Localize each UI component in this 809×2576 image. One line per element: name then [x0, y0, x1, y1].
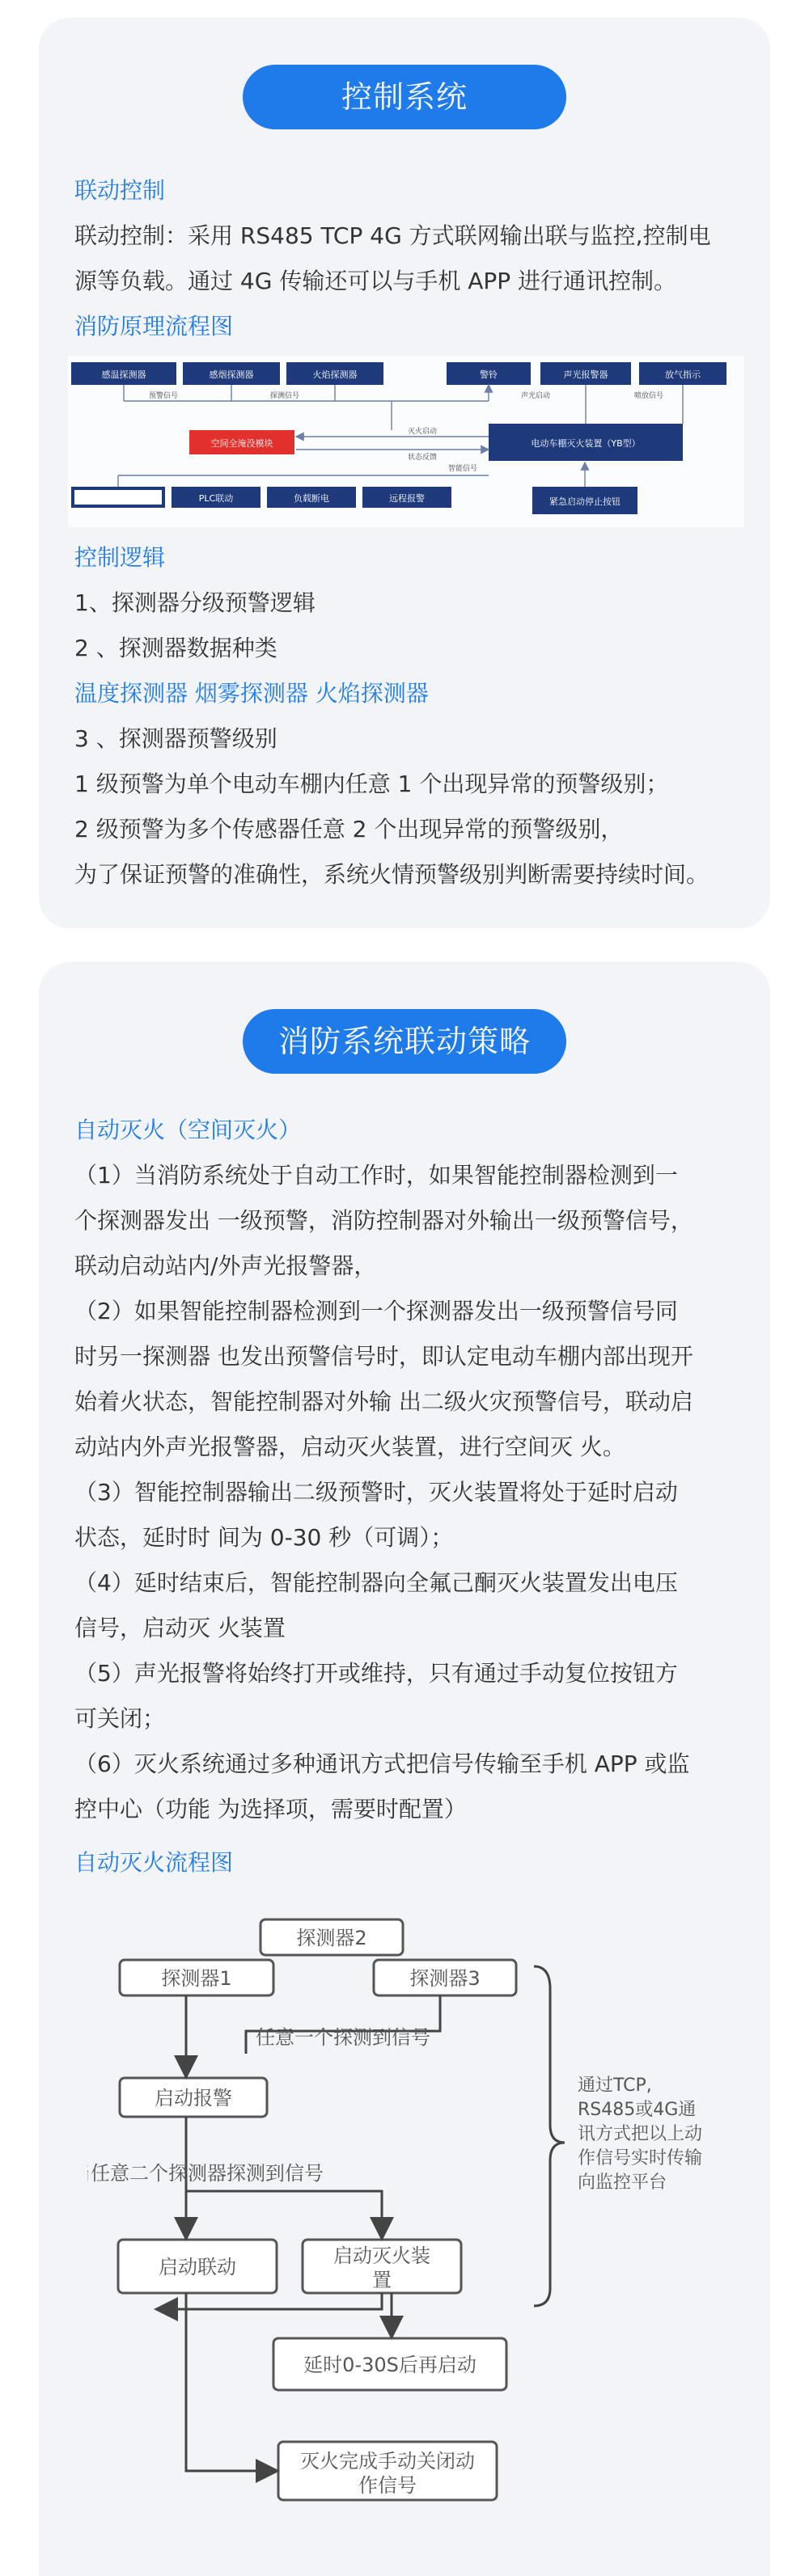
level-2-text: 2 级预警为多个传感器任意 2 个出现异常的预警级别，	[74, 816, 624, 842]
principle-diagram-svg	[68, 356, 744, 527]
strategy-line: 可关闭；	[74, 1705, 166, 1732]
logic-heading: 控制逻辑	[74, 544, 166, 571]
strategy-line: 信号，启动灭 火装置	[74, 1615, 286, 1641]
done-label-2: 作信号	[358, 2474, 417, 2497]
strategy-line: （1）当消防系统处于自动工作时，如果智能控制器检测到一	[74, 1162, 678, 1189]
strategy-line: 个探测器发出 一级预警，消防控制器对外输出一级预警信号，	[74, 1207, 693, 1234]
logic-item: 3 、探测器预警级别	[74, 725, 277, 752]
control-system-card	[39, 18, 770, 928]
detector-2-label: 探测器2	[296, 1927, 367, 1949]
probe-signal-label: 探测信号	[270, 392, 300, 400]
section-title-pill: 消防系统联动策略	[243, 1009, 566, 1074]
level-1-text: 1 级预警为单个电动车棚内任意 1 个出现异常的预警级别；	[74, 771, 669, 797]
release-indicator-label: 放气指示	[665, 370, 701, 380]
detector-1-label: 探测器1	[161, 1967, 232, 1990]
detector-types: 温度探测器 烟雾探测器 火焰探测器	[74, 680, 429, 707]
heat-detector-label: 感温探测器	[101, 370, 146, 380]
auto-extinguish-heading: 自动灭火（空间灭火）	[74, 1117, 302, 1143]
linkage-heading: 联动控制	[74, 177, 166, 204]
comm-line: 通过TCP,	[578, 2076, 652, 2096]
flow-heading: 自动灭火流程图	[74, 1849, 234, 1876]
comm-line: 讯方式把以上动	[578, 2124, 703, 2144]
bell-label: 警铃	[480, 370, 498, 380]
strategy-line: 时另一探测器 也发出预警信号时，即认定电动车棚内部出现开	[74, 1343, 693, 1370]
bracket	[534, 1966, 565, 2306]
strategy-line: （4）延时结束后，智能控制器向全氟己酮灭火装置发出电压	[74, 1569, 678, 1596]
linkage-text-line: 联动控制：采用 RS485 TCP 4G 方式联网输出联与监控,控制电	[74, 222, 711, 249]
load-cutoff-label: 负载断电	[294, 493, 329, 504]
comm-line: 向监控平台	[578, 2173, 667, 2193]
any-two-signal-label: 当任意二个探测器探测到信号	[87, 2162, 324, 2185]
strategy-line: 控中心（功能 为选择项，需要时配置）	[74, 1796, 467, 1822]
flowchart-svg	[87, 1908, 767, 2563]
strategy-line: 状态，延时时 间为 0-30 秒（可调）；	[74, 1524, 454, 1551]
fire-principle-diagram	[68, 356, 744, 527]
detector-3-label: 探测器3	[409, 1967, 481, 1990]
strategy-line: 联动启动站内/外声光报警器，	[74, 1252, 377, 1279]
smoke-detector-label: 感烟探测器	[209, 370, 254, 380]
delay-label: 延时0-30S后再启动	[303, 2354, 477, 2376]
any-one-signal-label: 任意一个探测到信号	[256, 2026, 430, 2049]
status-feedback-label: 状态反馈	[408, 454, 438, 462]
level-note-text: 为了保证预警的准确性，系统火情预警级别判断需要持续时间。	[74, 861, 709, 888]
plc-linkage-label: PLC联动	[198, 493, 234, 504]
done-label-1: 灭火完成手动关闭动	[300, 2450, 475, 2473]
comm-line: RS485或4G通	[578, 2100, 697, 2120]
sound-light-alarm-label: 声光报警器	[563, 370, 608, 380]
strategy-line: 始着火状态，智能控制器对外输 出二级火灾预警信号，联动启	[74, 1388, 693, 1415]
space-flooding-module-label: 空间全淹没模块	[210, 438, 273, 449]
strategy-line: （5）声光报警将始终打开或维持，只有通过手动复位按钮方	[74, 1660, 678, 1687]
extinguish-start-label: 灭火启动	[408, 428, 438, 436]
logic-item: 1、探测器分级预警逻辑	[74, 589, 316, 616]
auto-extinguish-flowchart	[87, 1908, 767, 2563]
start-device-label-2: 置	[372, 2269, 392, 2291]
flow-arrow	[159, 2293, 382, 2309]
logic-item: 2 、探测器数据种类	[74, 635, 277, 661]
start-device-label-1: 启动灭火装	[333, 2244, 430, 2267]
blank-box-inner	[74, 490, 162, 505]
emergency-button-label: 紧急启动停止按钮	[549, 496, 621, 507]
sound-light-start-label: 声光启动	[521, 392, 551, 400]
remote-alarm-label: 远程报警	[389, 493, 425, 504]
strategy-line: 动站内外声光报警器，启动灭火装置，进行空间灭 火。	[74, 1434, 625, 1460]
strategy-line: （2）如果智能控制器检测到一个探测器发出一级预警信号同	[74, 1298, 678, 1324]
pre-alarm-label: 预警信号	[149, 392, 179, 400]
flow-arrow	[186, 2293, 275, 2471]
strategy-line: （3）智能控制器输出二级预警时，灭火装置将处于延时启动	[74, 1479, 678, 1505]
linkage-strategy-card	[39, 962, 770, 2576]
spray-signal-label: 喷放信号	[634, 392, 664, 400]
principle-heading: 消防原理流程图	[74, 313, 234, 340]
linkage-text-line: 源等负载。通过 4G 传输还可以与手机 APP 进行通讯控制。	[74, 268, 677, 294]
extinguishing-device-label: 电动车棚灭火装置（YB型）	[531, 438, 641, 449]
flame-detector-label: 火焰探测器	[312, 370, 358, 380]
start-linkage-label: 启动联动	[159, 2256, 236, 2278]
comm-line: 作信号实时传输	[578, 2148, 703, 2168]
start-alarm-label: 启动报警	[155, 2087, 232, 2109]
section-title-pill: 控制系统	[243, 65, 566, 129]
intelligent-signal-label: 智能信号	[448, 465, 478, 473]
flow-arrow	[186, 2191, 382, 2236]
strategy-line: （6）灭火系统通过多种通讯方式把信号传输至手机 APP 或监	[74, 1750, 690, 1777]
